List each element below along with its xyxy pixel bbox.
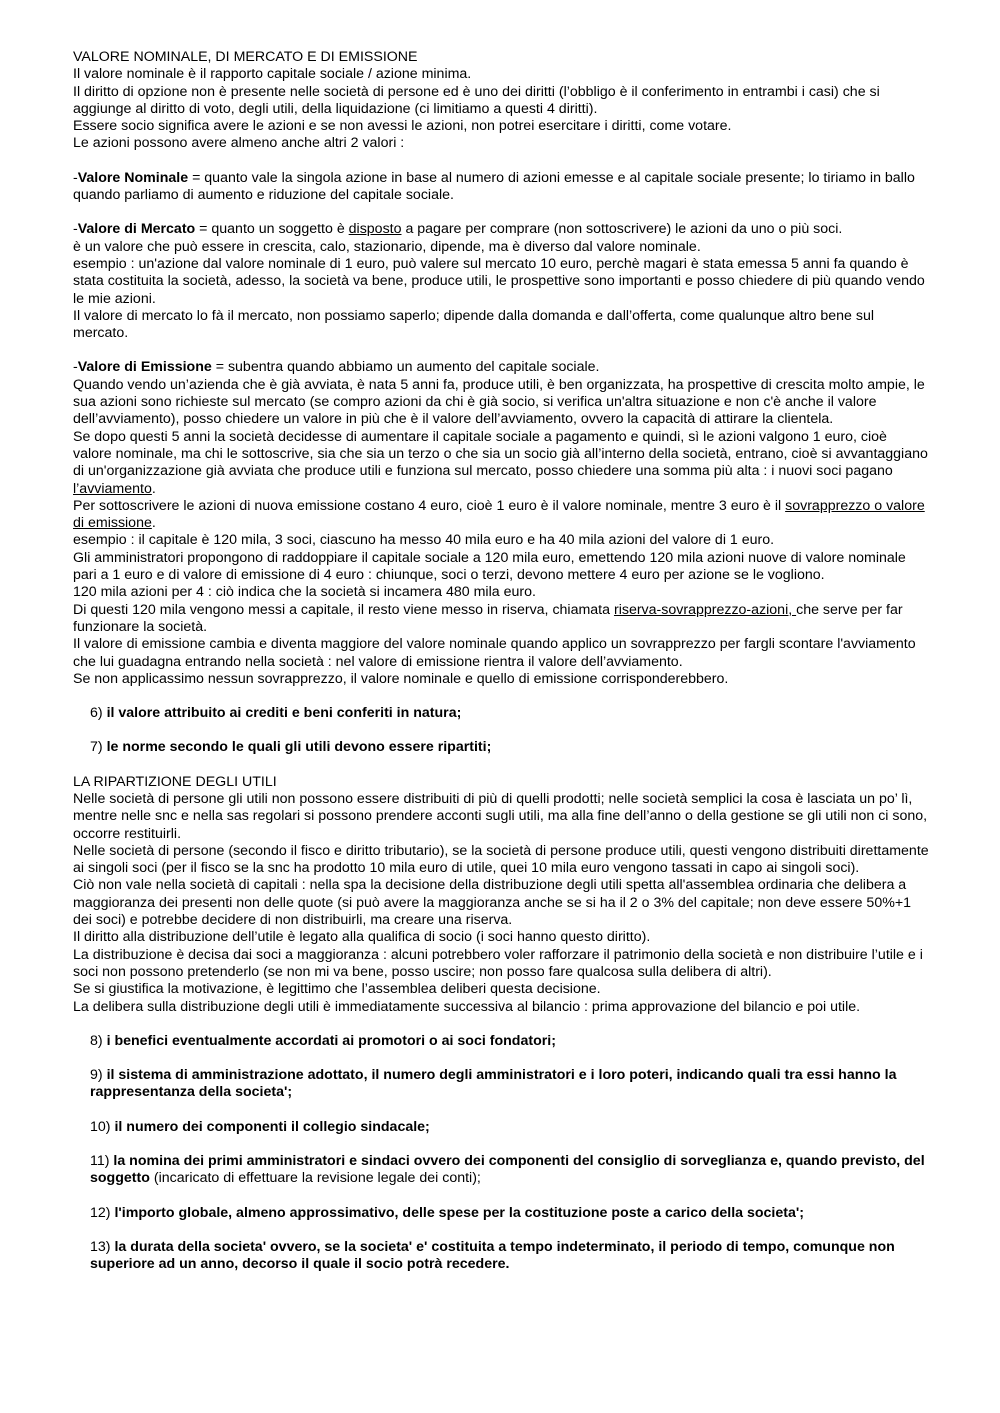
list-item-13: 13) la durata della societa' ovvero, se la societa' e' costituita a tempo indeterminato, il periodo di tempo, comunque non superiore ad un anno, decorso il quale il socio potrà recedere. xyxy=(90,1238,895,1273)
term-valore-mercato: Valore di Mercato xyxy=(77,221,196,238)
document-page xyxy=(73,49,929,1274)
list-item-10: 10) il numero dei componenti il collegio sindacale; xyxy=(90,1118,430,1135)
paragraph: Il valore nominale è il rapporto capitale sociale / azione minima. xyxy=(73,66,472,83)
paragraph: 120 mila azioni per 4 : ciò indica che la società si incamera 480 mila euro. xyxy=(73,584,536,601)
paragraph: Il diritto di opzione non è presente nelle società di persone ed è uno dei diritti (l’obbligo è il conferimento in entrambi i casi) che si aggiunge al diritto di voto, degli utili, della liquidazione (ci limitiamo a questi 4 diritti). xyxy=(73,83,880,117)
paragraph: Se non applicassimo nessun sovrapprezzo, il valore nominale e quello di emissione corrisponderebbero. xyxy=(73,670,729,687)
paragraph: Le azioni possono avere almeno anche altri 2 valori : xyxy=(73,135,405,152)
underlined-text: sovrapprezzo o valore di emissione xyxy=(73,497,925,532)
list-item-11: 11) la nomina dei primi amministratori e sindaci ovvero dei componenti del consiglio di sorveglianza e, quando previsto, del soggetto (incaricato di effettuare la revisione legale dei conti); xyxy=(90,1153,925,1187)
paragraph: Se dopo questi 5 anni la società decidesse di aumentare il capitale sociale a pagamento e quindi, sì le azioni valgono 1 euro, cioè valore nominale, ma chi le sottoscrive, sia che sia un terzo o che sia un socio già all’interno della società, entrano, cioè si avvantaggiano di un'organizzazione già avviata che produce utili e funziona sul mercato, posso chiedere una somma più alta : i nuovi soci pagano l’avviamento. xyxy=(73,428,928,497)
paragraph: Nelle società di persone gli utili non possono essere distribuiti di più di quelli prodotti; nelle società semplici la cosa è lasciata un po’ lì, mentre nelle snc e nella sas regolari si possono prendere acconti sugli utili, ma alla fine dell’anno o della gestione se gli utili non ci sono, occorre restituirli. xyxy=(73,790,928,842)
paragraph: Se si giustifica la motivazione, è legittimo che l’assemblea deliberi questa decisione. xyxy=(73,981,601,998)
paragraph: Di questi 120 mila vengono messi a capitale, il resto viene messo in riserva, chiamata riserva-sovrapprezzo-azioni, che serve per far funzionare la società. xyxy=(73,601,903,635)
list-item-7: 7) le norme secondo le quali gli utili devono essere ripartiti; xyxy=(90,739,492,756)
paragraph: Il valore di emissione cambia e diventa maggiore del valore nominale quando applico un sovrapprezzo per fargli scontare l'avviamento che lui guadagna entrando nella società : nel valore di emissione rientra il valore dell’avviamento. xyxy=(73,636,916,670)
paragraph: esempio : il capitale è 120 mila, 3 soci, ciascuno ha messo 40 mila euro e ha 40 mila azioni del valore di 1 euro. xyxy=(73,532,775,549)
valore-emissione-definition: -Valore di Emissione = subentra quando abbiamo un aumento del capitale sociale. xyxy=(73,359,600,376)
section-title-ripartizione: LA RIPARTIZIONE DEGLI UTILI xyxy=(73,773,277,790)
paragraph: Gli amministratori propongono di raddoppiare il capitale sociale a 120 mila euro, emettendo 120 mila azioni nuove di valore nominale pari a 1 euro e di valore di emissione di 4 euro : chiunque, soci o terzi, devono mettere 4 euro per azione se le vogliono. xyxy=(73,549,906,584)
paragraph: Il diritto alla distribuzione dell’utile è legato alla qualifica di socio (i soci hanno questo diritto). xyxy=(73,929,651,946)
paragraph: Il valore di mercato lo fà il mercato, non possiamo saperlo; dipende dalla domanda e dall’offerta, come qualunque altro bene sul mercato. xyxy=(73,307,875,342)
paragraph: La delibera sulla distribuzione degli utili è immediatamente successiva al bilancio : prima approvazione del bilancio e poi utile. xyxy=(73,998,861,1015)
paragraph: Essere socio significa avere le azioni e se non avessi le azioni, non potrei esercitare i diritti, come votare. xyxy=(73,118,732,135)
paragraph: Per sottoscrivere le azioni di nuova emissione costano 4 euro, cioè 1 euro è il valore nominale, mentre 3 euro è il sovrapprezzo o valore di emissione. xyxy=(73,497,925,532)
paragraph: Nelle società di persone (secondo il fisco e diritto tributario), se la società di persone produce utili, questi vengono distribuiti direttamente ai singoli soci (per il fisco se la snc ha prodotto 10 mila euro di utile, quei 10 mila euro vengono tassati in capo ai singoli soci). xyxy=(73,842,929,877)
paragraph: esempio : un'azione dal valore nominale di 1 euro, può valere sul mercato 10 euro, perchè magari è stata emessa 5 anni fa quando è stata costituita la società, adesso, la società va bene, produce utili, le prospettive sono importanti e posso chiedere di più quando vendo le mie azioni. xyxy=(73,255,925,307)
list-item-9: 9) il sistema di amministrazione adottato, il numero degli amministratori e i loro poteri, indicando quali tra essi hanno la rappresentanza della societa'; xyxy=(90,1067,897,1101)
underlined-text: l’avviamento xyxy=(73,480,152,497)
underlined-text: riserva-sovrapprezzo-azioni, xyxy=(613,601,797,618)
underlined-text: disposto xyxy=(348,221,402,238)
term-valore-nominale: Valore Nominale xyxy=(77,169,189,186)
valore-nominale-definition: -Valore Nominale = quanto vale la singola azione in base al numero di azioni emesse e al capitale sociale presente; lo tiriamo in ballo quando parliamo di aumento e riduzione del capitale sociale. xyxy=(73,169,915,204)
valore-mercato-definition: -Valore di Mercato = quanto un soggetto è disposto a pagare per comprare (non sottoscrivere) le azioni da uno o più soci. xyxy=(73,221,843,238)
paragraph: Ciò non vale nella società di capitali : nella spa la decisione della distribuzione degli utili spetta all'assemblea ordinaria che delibera a maggioranza dei presenti non delle quote (si può avere la maggioranza anche se si ha il 2 o 3% del capitale; non deve essere 50%+1 dei soci) e potrebbe decidere di non distribuirli, ma creare una riserva. xyxy=(73,877,911,929)
list-item-12: 12) l'importo globale, almeno approssimativo, delle spese per la costituzione poste a carico della societa'; xyxy=(90,1204,804,1221)
section-title-valori: VALORE NOMINALE, DI MERCATO E DI EMISSIONE xyxy=(73,49,418,65)
paragraph: Quando vendo un’azienda che è già avviata, è nata 5 anni fa, produce utili, è ben organizzata, ha prospettive di crescita molto ampie, le sua azioni sono richieste sul mercato (se compro azioni da chi è già socio, si verifica un'altra situazione e non c'è anche il valore dell’avviamento), posso chiedere un valore in più che è il valore dell’avviamento, ovvero la capacità di attirare la clientela. xyxy=(73,376,925,428)
list-item-8: 8) i benefici eventualmente accordati ai promotori o ai soci fondatori; xyxy=(90,1032,556,1049)
paragraph: La distribuzione è decisa dai soci a maggioranza : alcuni potrebbero voler rafforzare il patrimonio della società e non distribuire l’utile e i soci non possono pretenderlo (se non mi va bene, posso uscire; non posso fare qualcosa sulla delibera di altri). xyxy=(73,946,923,980)
list-item-6: 6) il valore attribuito ai crediti e beni conferiti in natura; xyxy=(90,705,462,722)
paragraph: è un valore che può essere in crescita, calo, stazionario, dipende, ma è diverso dal valore nominale. xyxy=(73,238,701,255)
term-valore-emissione: Valore di Emissione xyxy=(77,359,212,376)
